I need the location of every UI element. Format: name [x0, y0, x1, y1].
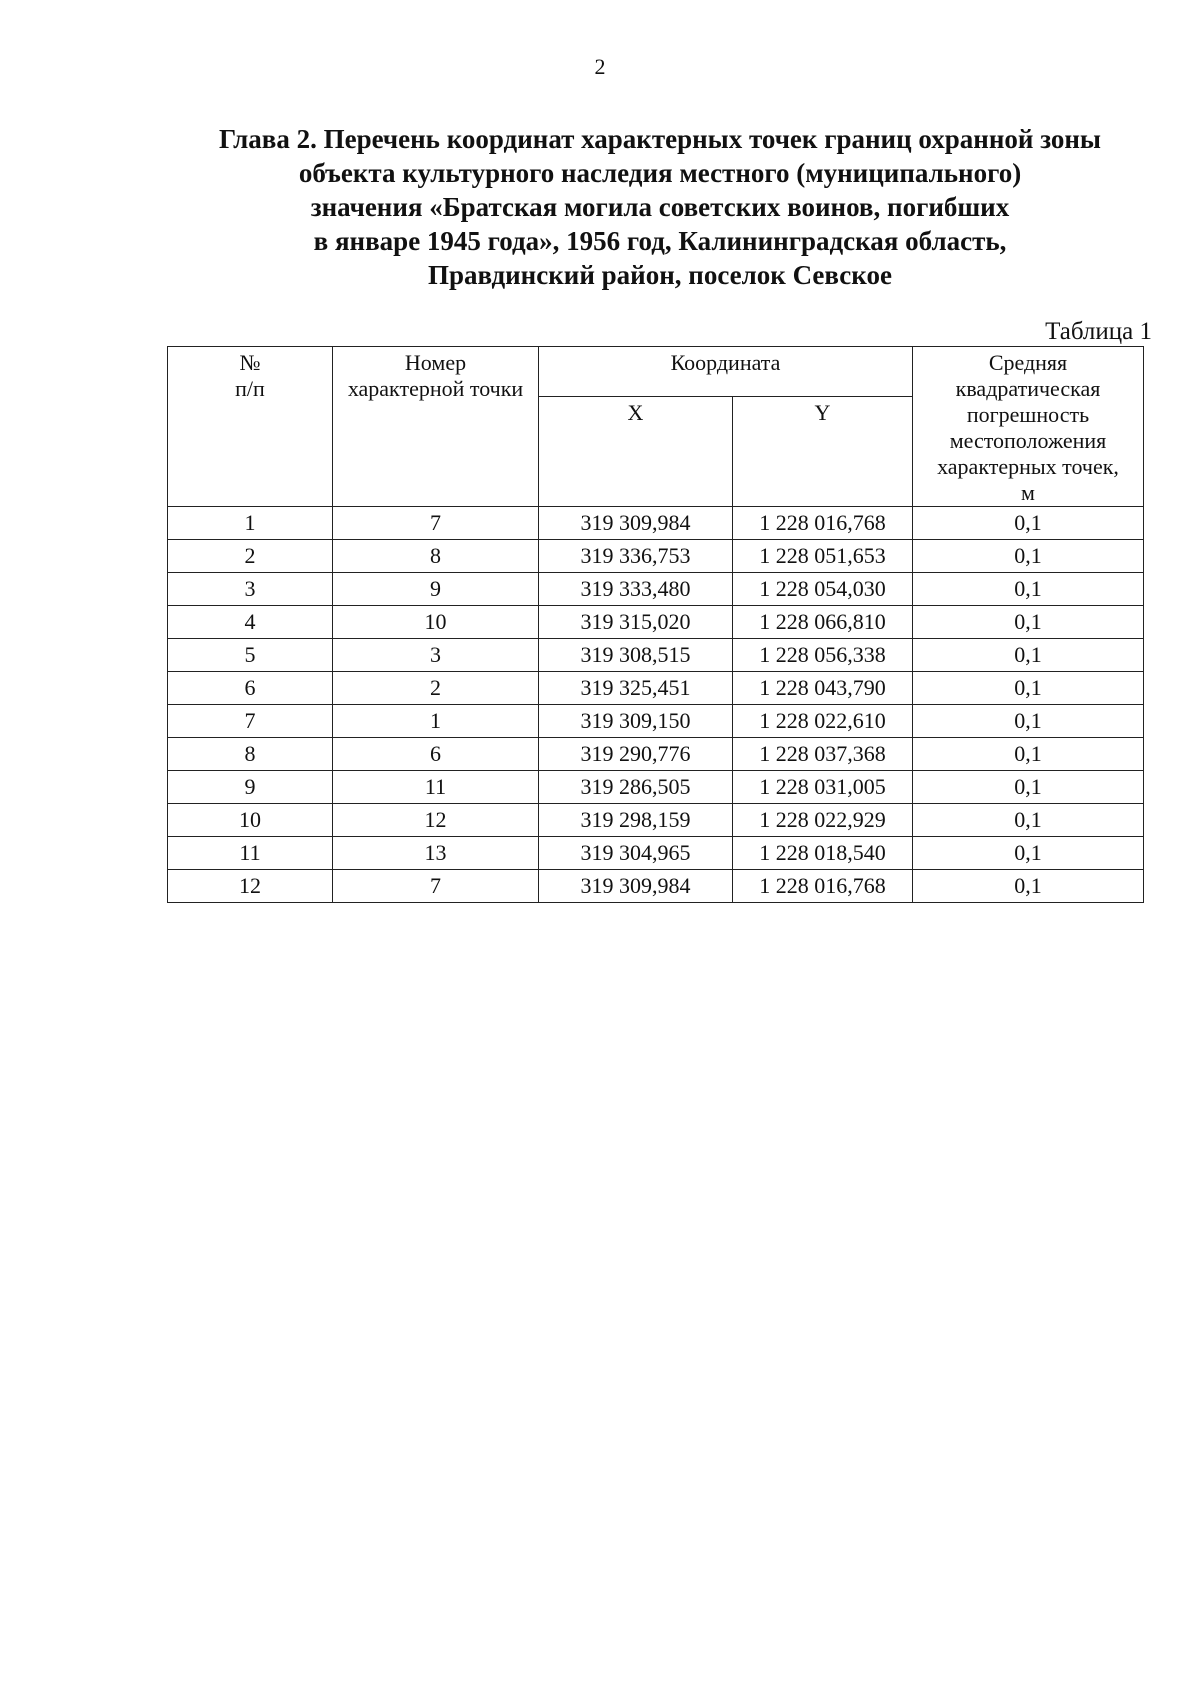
cell-point-number: 2: [333, 672, 539, 705]
cell-x: 319 309,984: [539, 870, 733, 903]
cell-point-number: 11: [333, 771, 539, 804]
header-text: характерной точки: [347, 376, 524, 401]
table-row: [168, 804, 1144, 837]
table-body: [168, 507, 1144, 903]
cell-x: 319 308,515: [539, 639, 733, 672]
table-row: [168, 540, 1144, 573]
cell-y: 1 228 016,768: [733, 507, 913, 540]
cell-point-number: 7: [333, 507, 539, 540]
cell-row-number: 9: [168, 771, 333, 804]
cell-point-number: 13: [333, 837, 539, 870]
cell-mean-error: 0,1: [913, 804, 1144, 837]
cell-y: 1 228 037,368: [733, 738, 913, 771]
title-line: в январе 1945 года», 1956 год, Калининградская область,: [313, 226, 1007, 256]
page-number: 2: [594, 54, 606, 79]
cell-mean-error: 0,1: [913, 870, 1144, 903]
table-row: [168, 837, 1144, 870]
cell-point-number: 12: [333, 804, 539, 837]
cell-point-number: 1: [333, 705, 539, 738]
cell-x: 319 333,480: [539, 573, 733, 606]
table-row: [168, 606, 1144, 639]
header-coordinate: Координата: [539, 347, 913, 397]
cell-mean-error: 0,1: [913, 672, 1144, 705]
header-y: Y: [733, 397, 913, 507]
cell-mean-error: 0,1: [913, 540, 1144, 573]
header-text: №: [239, 350, 261, 375]
title-line: Глава 2. Перечень координат характерных точек границ охранной зоны: [218, 124, 1102, 154]
cell-y: 1 228 022,610: [733, 705, 913, 738]
cell-mean-error: 0,1: [913, 573, 1144, 606]
table-row: [168, 507, 1144, 540]
table-row: [168, 639, 1144, 672]
header-row-number: [168, 347, 333, 507]
header-text: п/п: [235, 376, 265, 401]
cell-y: 1 228 054,030: [733, 573, 913, 606]
cell-y: 1 228 031,005: [733, 771, 913, 804]
cell-point-number: 7: [333, 870, 539, 903]
header-x: X: [539, 397, 733, 507]
cell-x: 319 304,965: [539, 837, 733, 870]
cell-x: 319 336,753: [539, 540, 733, 573]
header-text: Средняя: [988, 350, 1068, 375]
cell-point-number: 10: [333, 606, 539, 639]
header-text: характерных точек,: [937, 454, 1119, 479]
cell-y: 1 228 018,540: [733, 837, 913, 870]
cell-point-number: 3: [333, 639, 539, 672]
title-line: Правдинский район, поселок Севское: [428, 260, 892, 290]
header-text: Номер: [404, 350, 467, 375]
cell-y: 1 228 022,929: [733, 804, 913, 837]
header-text: местоположения: [949, 428, 1107, 453]
cell-x: 319 315,020: [539, 606, 733, 639]
cell-mean-error: 0,1: [913, 738, 1144, 771]
table-row: [168, 705, 1144, 738]
cell-y: 1 228 043,790: [733, 672, 913, 705]
cell-y: 1 228 016,768: [733, 870, 913, 903]
cell-x: 319 309,150: [539, 705, 733, 738]
cell-row-number: 11: [168, 837, 333, 870]
cell-x: 319 325,451: [539, 672, 733, 705]
cell-row-number: 12: [168, 870, 333, 903]
table-row: [168, 573, 1144, 606]
cell-mean-error: 0,1: [913, 771, 1144, 804]
page-title: [150, 122, 1170, 292]
cell-y: 1 228 056,338: [733, 639, 913, 672]
coordinates-table: [167, 346, 1144, 903]
cell-y: 1 228 051,653: [733, 540, 913, 573]
title-line: объекта культурного наследия местного (муниципального): [298, 158, 1022, 188]
cell-x: 319 290,776: [539, 738, 733, 771]
table-row: [168, 672, 1144, 705]
cell-row-number: 2: [168, 540, 333, 573]
header-point-number: [333, 347, 539, 507]
cell-row-number: 1: [168, 507, 333, 540]
cell-row-number: 7: [168, 705, 333, 738]
cell-mean-error: 0,1: [913, 705, 1144, 738]
cell-mean-error: 0,1: [913, 507, 1144, 540]
cell-point-number: 6: [333, 738, 539, 771]
cell-point-number: 8: [333, 540, 539, 573]
cell-row-number: 3: [168, 573, 333, 606]
cell-x: 319 298,159: [539, 804, 733, 837]
cell-row-number: 10: [168, 804, 333, 837]
table-caption: Таблица 1: [1045, 318, 1152, 345]
header-text: погрешность: [966, 402, 1090, 427]
cell-row-number: 8: [168, 738, 333, 771]
cell-row-number: 6: [168, 672, 333, 705]
table-row: [168, 771, 1144, 804]
cell-mean-error: 0,1: [913, 837, 1144, 870]
cell-point-number: 9: [333, 573, 539, 606]
cell-mean-error: 0,1: [913, 639, 1144, 672]
header-text: м: [1021, 480, 1035, 505]
table-row: [168, 738, 1144, 771]
cell-mean-error: 0,1: [913, 606, 1144, 639]
header-mean-error: [913, 347, 1144, 507]
cell-row-number: 5: [168, 639, 333, 672]
header-text: квадратическая: [955, 376, 1101, 401]
cell-x: 319 309,984: [539, 507, 733, 540]
cell-x: 319 286,505: [539, 771, 733, 804]
cell-row-number: 4: [168, 606, 333, 639]
cell-y: 1 228 066,810: [733, 606, 913, 639]
title-line: значения «Братская могила советских воинов, погибших: [310, 192, 1010, 222]
table-row: [168, 870, 1144, 903]
